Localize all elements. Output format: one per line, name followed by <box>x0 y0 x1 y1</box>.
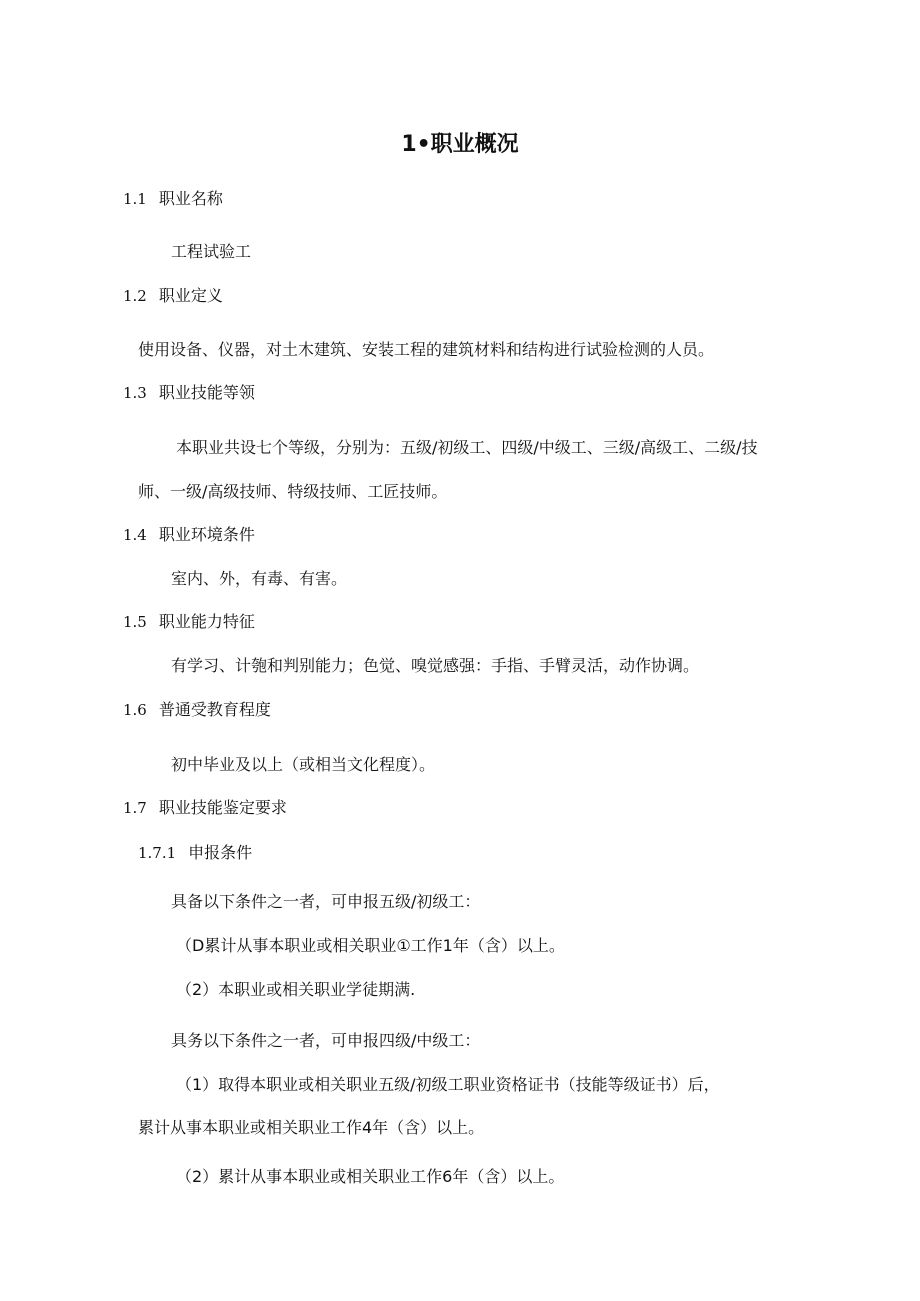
section-title: 职业环境条件 <box>158 525 255 544</box>
section-number: 1.6 <box>123 701 147 719</box>
section-number: 1.4 <box>123 526 147 544</box>
page-title: 1•职业概况 <box>401 132 519 157</box>
level4-intro: 具务以下条件之一者，可申报四级/中级工： <box>171 1031 481 1050</box>
level5-condition-1: （D累计从事本职业或相关职业①工作1年（含）以上。 <box>176 936 565 955</box>
section-body-1-4: 室内、外，有毒、有害。 <box>171 569 348 588</box>
section-title: 申报条件 <box>188 843 253 862</box>
section-title: 职业技能鉴定要求 <box>158 798 287 817</box>
section-heading-1-1 <box>123 189 223 209</box>
section-number: 1.3 <box>123 384 147 402</box>
section-heading-1-6 <box>123 700 271 720</box>
level5-intro: 具备以下条件之一者，可申报五级/初级工： <box>171 892 481 911</box>
section-heading-1-7 <box>123 798 287 818</box>
section-heading-1-7-1 <box>138 843 252 863</box>
level4-condition-2: （2）累计从事本职业或相关职业工作6年（含）以上。 <box>176 1167 565 1186</box>
section-number: 1.7 <box>123 799 147 817</box>
section-body-1-1: 工程试验工 <box>171 242 252 261</box>
level4-condition-1-line1: （1）取得本职业或相关职业五级/初级工职业资格证书（技能等级证书）后， <box>176 1075 720 1094</box>
section-number: 1.7.1 <box>138 844 177 862</box>
section-title: 职业名称 <box>158 189 223 208</box>
section-body-1-3-line2: 师、一级/高级技师、特级技师、工匠技师。 <box>138 482 448 501</box>
section-body-1-3-line1: 本职业共设七个等级，分别为：五级/初级工、四级/中级工、三级/高级工、二级/技 <box>176 438 758 457</box>
section-heading-1-2 <box>123 286 223 306</box>
section-number: 1.2 <box>123 287 147 305</box>
section-number: 1.1 <box>123 190 147 208</box>
section-title: 普通受教育程度 <box>158 700 271 719</box>
section-body-1-5: 有学习、计匏和判别能力；色觉、嗅觉感强：手指、手臂灵活，动作协调。 <box>171 656 700 675</box>
section-number: 1.5 <box>123 613 147 631</box>
section-heading-1-3 <box>123 383 255 403</box>
section-title: 职业技能等领 <box>158 383 255 402</box>
level5-condition-2: （2）本职业或相关职业学徒期满. <box>176 980 416 999</box>
level4-condition-1-line2: 累计从事本职业或相关职业工作4年（含）以上。 <box>138 1118 485 1137</box>
section-body-1-2: 使用设备、仪器，对土木建筑、安装工程的建筑材料和结构进行试验检测的人员。 <box>138 340 715 359</box>
section-body-1-6: 初中毕业及以上（或相当文化程度）。 <box>171 755 436 774</box>
section-heading-1-4 <box>123 525 255 545</box>
section-title: 职业定义 <box>158 286 223 305</box>
section-title: 职业能力特征 <box>158 612 255 631</box>
section-heading-1-5 <box>123 612 255 632</box>
